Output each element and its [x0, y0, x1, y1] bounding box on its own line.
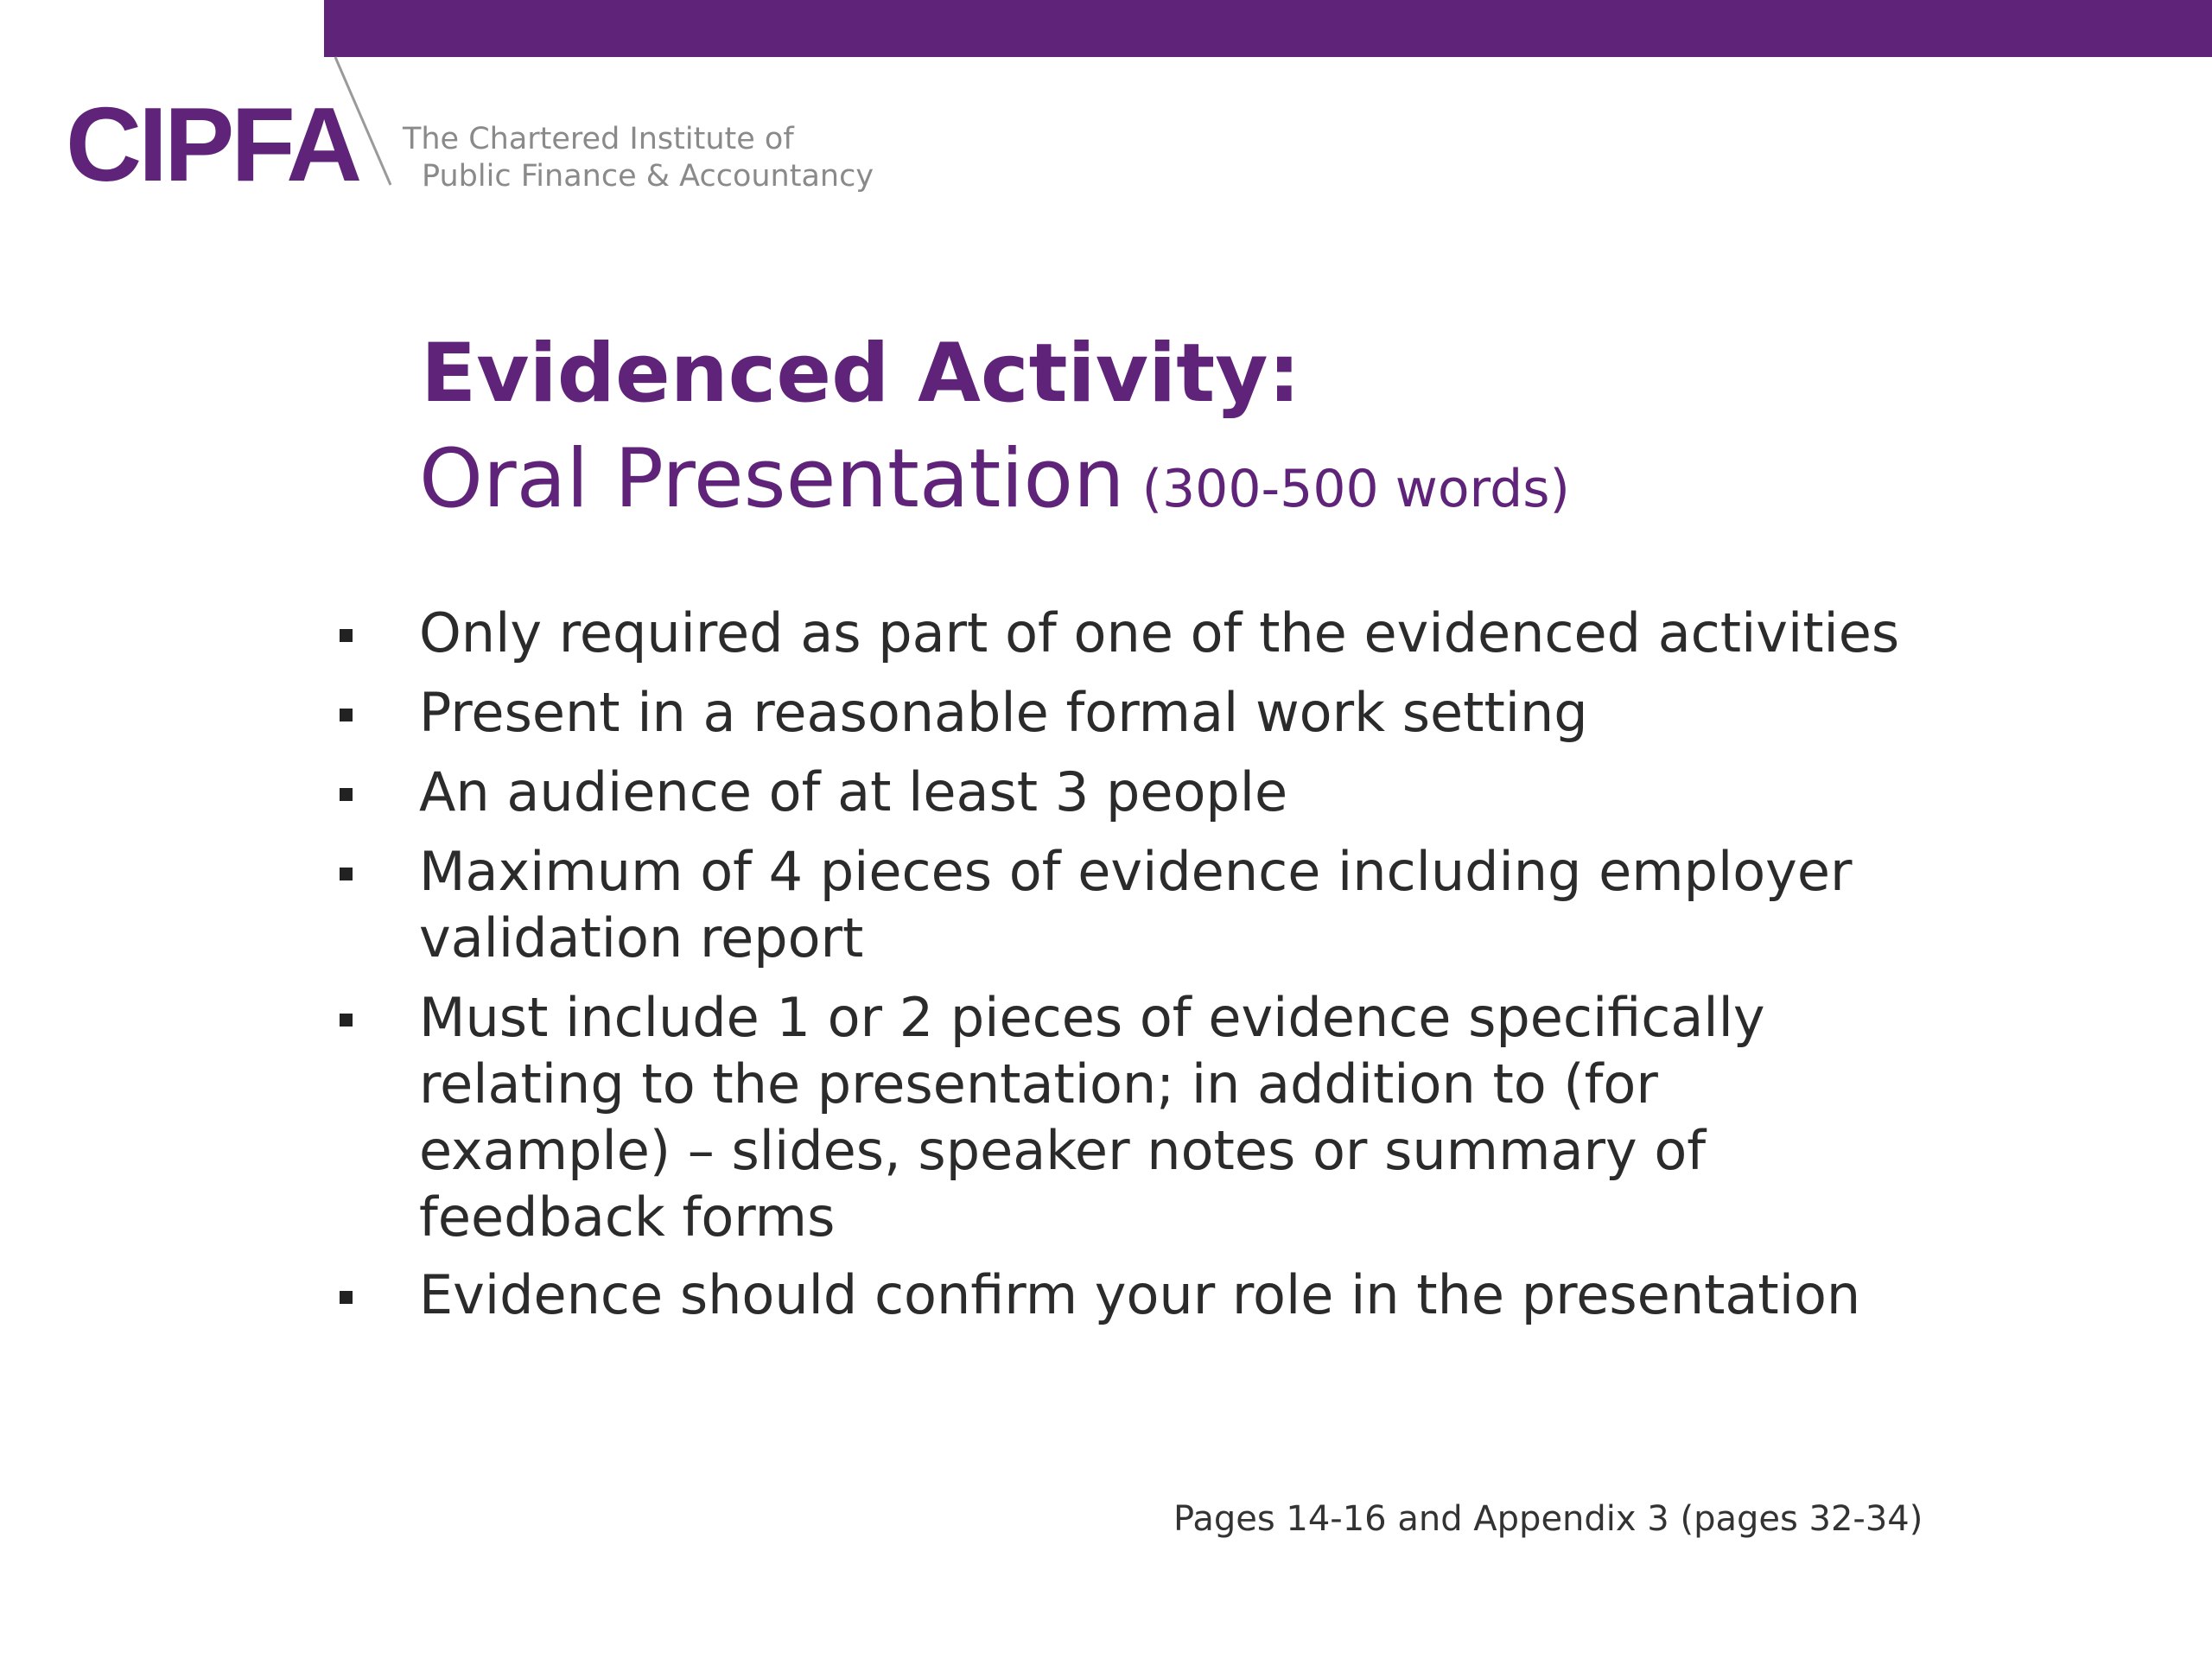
bullet-marker	[340, 629, 353, 642]
bullet-marker	[340, 709, 353, 721]
top-brand-bar	[324, 0, 2212, 57]
subtitle-text: Oral Presentation	[419, 432, 1125, 526]
page-reference: Pages 14-16 and Appendix 3 (pages 32-34)	[1173, 1499, 1923, 1539]
cipfa-logo: CIPFA	[66, 86, 359, 203]
logo-tagline	[403, 121, 874, 195]
bullet-text: Evidence should confirm your role in the presentation	[419, 1263, 1861, 1326]
slide-subtitle	[419, 432, 1570, 537]
bullet-item	[419, 600, 2061, 666]
bullet-text: Maximum of 4 pieces of evidence including employer validation report	[419, 840, 1853, 969]
bullet-item	[419, 984, 1836, 1250]
bullet-text: An audience of at least 3 people	[419, 760, 1288, 823]
logo-tagline-line1: The Chartered Institute of	[403, 122, 794, 156]
bullet-item	[419, 679, 2061, 746]
bullet-item	[419, 759, 2061, 825]
bullet-item	[419, 1262, 2061, 1328]
slide-title: Evidenced Activity:	[421, 327, 1301, 421]
bullet-marker	[340, 868, 353, 880]
bullet-marker	[340, 1014, 353, 1027]
bullet-item	[419, 838, 2061, 971]
bullet-text: Must include 1 or 2 pieces of evidence specifically relating to the presentation; in addition to (for example) – slides, speaker notes or summary of feedback forms	[419, 986, 1765, 1249]
word-count-note: (300-500 words)	[1141, 459, 1570, 519]
bullet-marker	[340, 1291, 353, 1304]
bullet-text: Present in a reasonable formal work setting	[419, 681, 1588, 744]
logo-tagline-line2: Public Finance & Accountancy	[422, 159, 874, 194]
bullet-marker	[340, 788, 353, 801]
bullet-text: Only required as part of one of the evidenced activities	[419, 601, 1900, 664]
